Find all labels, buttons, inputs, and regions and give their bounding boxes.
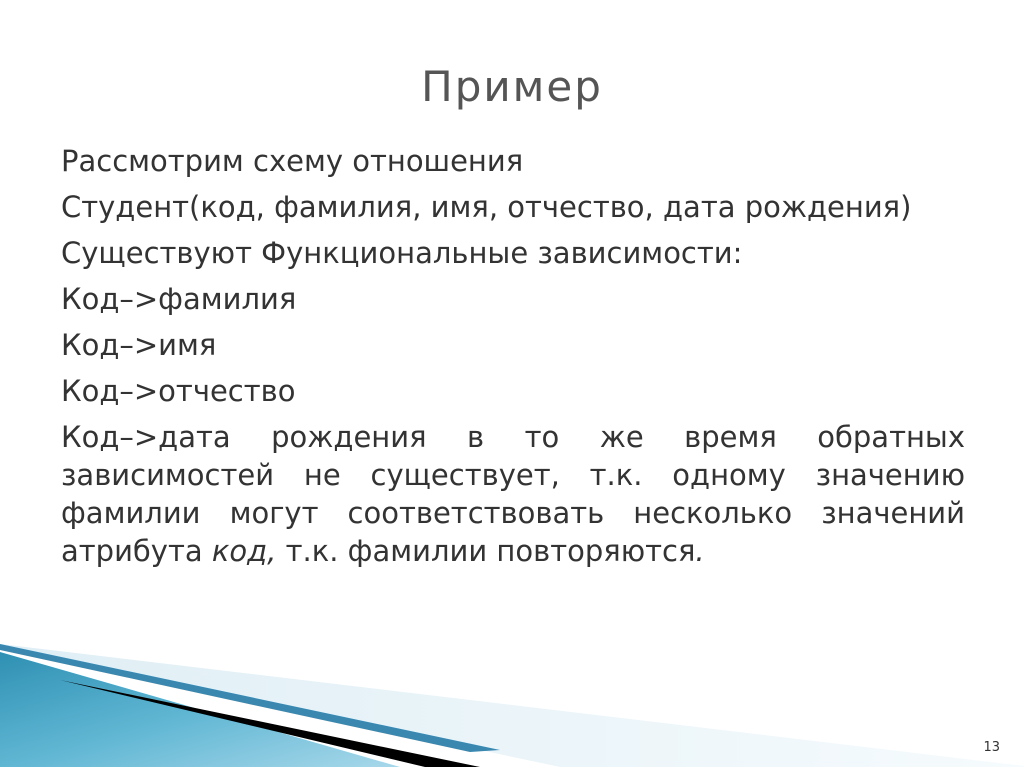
fd-birthdate-text-end: т.к. фамилии повторяются (276, 534, 696, 568)
fd-line-name: Код–>имя (61, 328, 217, 362)
slide-title: Пример (421, 62, 603, 111)
decorative-footer-wave (0, 640, 1024, 767)
page-number: 13 (983, 740, 1000, 755)
fd-birthdate-italic-attr: код, (211, 534, 277, 568)
fd-line-surname: Код–>фамилия (61, 282, 297, 316)
dependencies-intro-line: Существуют Функциональные зависимости: (61, 236, 743, 270)
fd-birthdate-text: Код–>дата рождения в то же время обратных зависимостей не существует, т.к. одному значению фамилии могут соответствовать несколько значений атрибута (61, 420, 965, 568)
relation-line: Студент(код, фамилия, имя, отчество, дата рождения) (61, 190, 912, 224)
fd-line-patronymic: Код–>отчество (61, 374, 296, 408)
fd-birthdate-period: . (695, 534, 705, 568)
fd-line-birthdate (61, 418, 965, 570)
intro-line: Рассмотрим схему отношения (61, 144, 524, 178)
slide-body (61, 142, 965, 578)
